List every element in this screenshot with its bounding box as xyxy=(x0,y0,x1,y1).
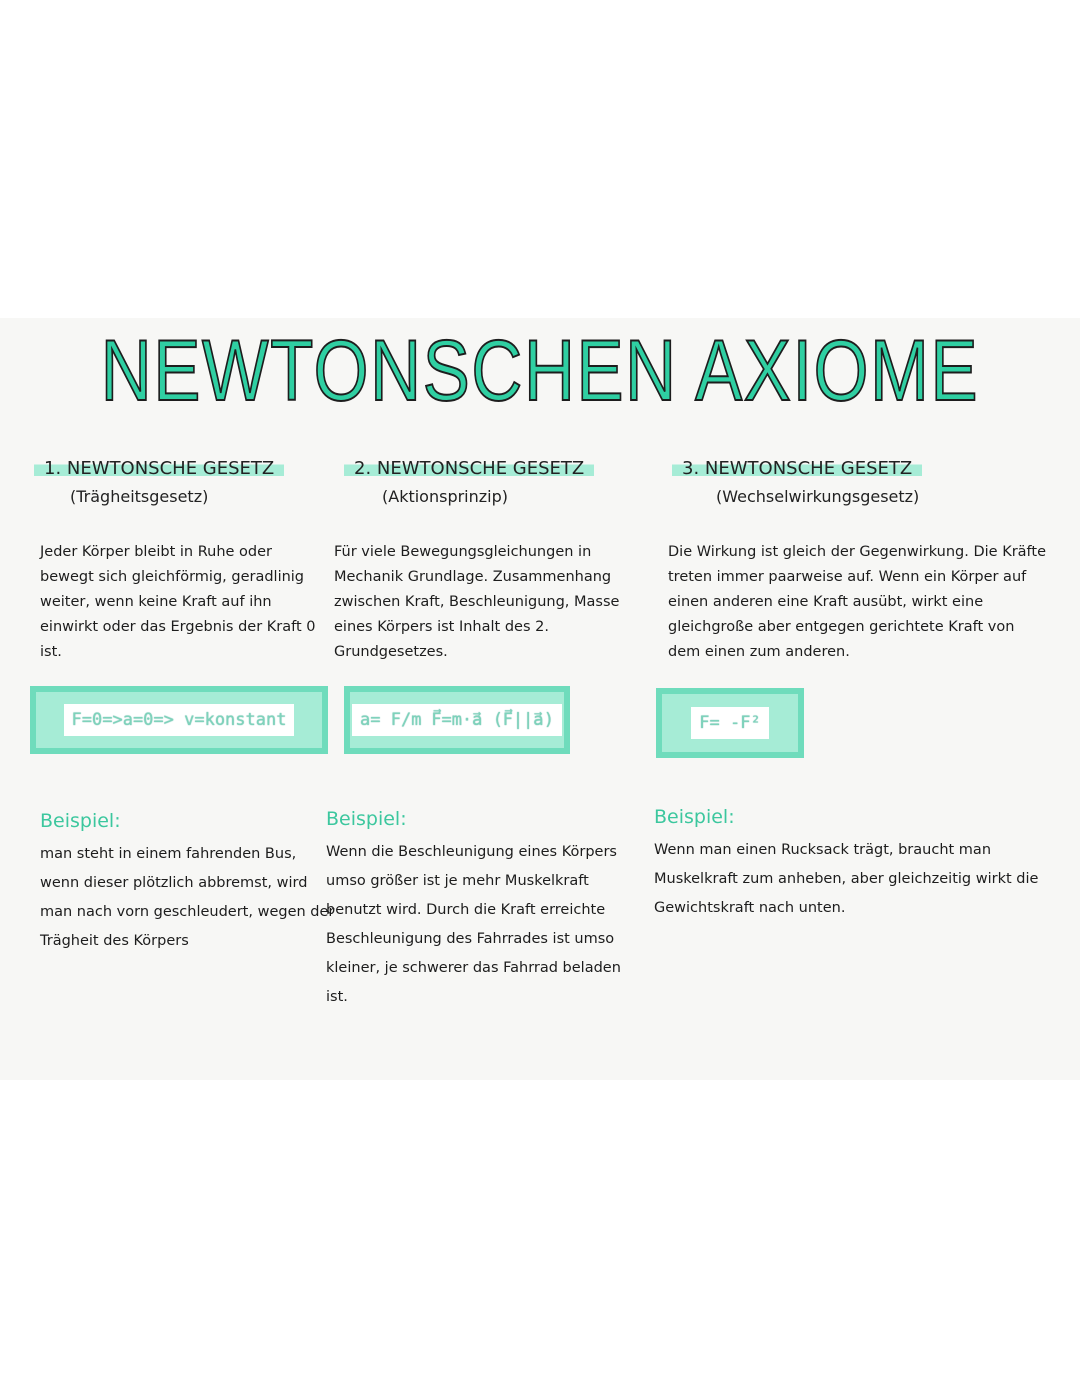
law-1-subheading: (Trägheitsgesetz) xyxy=(70,487,209,506)
law-1-example-label: Beispiel: xyxy=(40,810,121,832)
law-1-formula: F=0=>a=0=> v=konstant xyxy=(64,704,295,736)
law-1-formula-box xyxy=(30,686,328,754)
law-2-example-text: Wenn die Beschleunigung eines Körpers umso größer ist je mehr Muskelkraft benutzt wird. Durch die Kraft erreichte Beschleunigung des Fahrrades ist umso kleiner, je schwerer das Fahrrad beladen ist. xyxy=(326,844,621,1005)
law-2-subheading: (Aktionsprinzip) xyxy=(382,487,508,506)
law-2-heading: 2. NEWTONSCHE GESETZ xyxy=(344,458,594,479)
page-title: NEWTONSCHEN AXIOME xyxy=(100,323,980,419)
law-1-description: Jeder Körper bleibt in Ruhe oder bewegt sich gleichförmig, geradlinig weiter, wenn keine Kraft auf ihn einwirkt oder das Ergebnis der Kraft 0 ist. xyxy=(40,544,316,660)
law-3-example-label: Beispiel: xyxy=(654,806,735,828)
law-3-section xyxy=(648,458,1058,916)
law-3-example-text: Wenn man einen Rucksack trägt, braucht man Muskelkraft zum anheben, aber gleichzeitig wirkt die Gewichtskraft nach unten. xyxy=(654,842,1039,916)
law-2-section xyxy=(326,458,636,1005)
law-1-example-text: man steht in einem fahrenden Bus, wenn dieser plötzlich abbremst, wird man nach vorn geschleudert, wegen der Trägheit des Körpers xyxy=(40,846,335,949)
law-2-example-label: Beispiel: xyxy=(326,808,407,830)
law-3-formula-box xyxy=(656,688,804,758)
law-3-heading: 3. NEWTONSCHE GESETZ xyxy=(672,458,922,479)
law-2-description: Für viele Bewegungsgleichungen in Mechanik Grundlage. Zusammenhang zwischen Kraft, Beschleunigung, Masse eines Körpers ist Inhalt des 2. Grundgesetzes. xyxy=(334,544,620,660)
law-3-subheading: (Wechselwirkungsgesetz) xyxy=(716,487,920,506)
law-3-formula: F= -F² xyxy=(691,707,768,739)
law-2-formula-box xyxy=(344,686,570,754)
law-1-heading: 1. NEWTONSCHE GESETZ xyxy=(34,458,284,479)
law-3-description: Die Wirkung ist gleich der Gegenwirkung. Die Kräfte treten immer paarweise auf. Wenn ein Körper auf einen anderen eine Kraft ausübt, wirkt eine gleichgroße aber entgegen gerichtete Kraft von dem einen zum anderen. xyxy=(668,544,1047,660)
law-1-section xyxy=(34,458,335,949)
law-2-formula: a= F/m F⃗=m·a⃗ (F⃗||a⃗) xyxy=(352,704,562,736)
